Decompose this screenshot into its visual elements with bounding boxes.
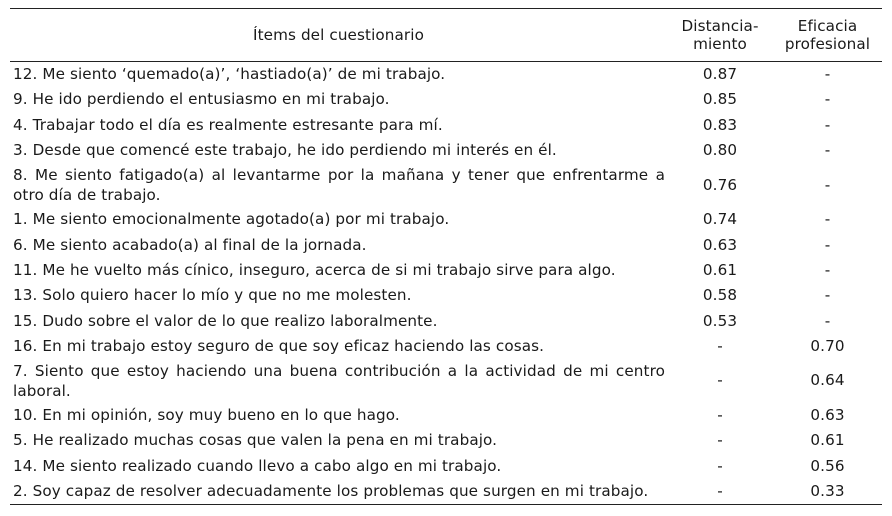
eficacia-value: - (824, 260, 831, 279)
table-row (10, 258, 882, 283)
eficacia-value: - (824, 141, 831, 160)
distanciamiento-value: 0.87 (702, 65, 738, 84)
header-eficacia-line2: profesional (784, 35, 871, 53)
table-row (10, 87, 882, 112)
table-row (10, 403, 882, 428)
table-row (10, 232, 882, 257)
header-items: Ítems del cuestionario (253, 26, 424, 44)
eficacia-value: 0.63 (810, 406, 845, 425)
table-row (10, 163, 882, 207)
table-row (10, 454, 882, 479)
table-body (10, 62, 882, 505)
distanciamiento-value: 0.63 (702, 235, 738, 254)
distanciamiento-value: 0.74 (702, 210, 738, 229)
item-text: 11. Me he vuelto más cínico, inseguro, acerca de si mi trabajo sirve para algo. (13, 260, 616, 279)
table-header (10, 9, 882, 62)
item-text: 8. Me siento fatigado(a) al levantarme por la mañana y tener que enfrentarme a otro día de trabajo. (13, 166, 665, 205)
eficacia-value: 0.70 (810, 336, 845, 355)
item-text: 15. Dudo sobre el valor de lo que realizo laboralmente. (13, 311, 438, 330)
eficacia-value: - (824, 286, 831, 305)
distanciamiento-value: 0.80 (702, 141, 738, 160)
distanciamiento-value: 0.83 (702, 115, 738, 134)
table-row (10, 62, 882, 88)
header-distanciamiento (667, 9, 773, 62)
table-row (10, 359, 882, 403)
item-text: 6. Me siento acabado(a) al final de la jornada. (13, 235, 367, 254)
item-text: 2. Soy capaz de resolver adecuadamente los problemas que surgen en mi trabajo. (13, 482, 649, 500)
distanciamiento-value: - (717, 371, 723, 390)
eficacia-value: - (824, 311, 831, 330)
eficacia-value: - (824, 115, 831, 134)
item-text: 5. He realizado muchas cosas que valen la pena en mi trabajo. (13, 431, 498, 450)
eficacia-value: 0.61 (810, 431, 845, 450)
item-text: 9. He ido perdiendo el entusiasmo en mi trabajo. (13, 90, 390, 109)
factor-loadings-table-container (10, 8, 882, 505)
distanciamiento-value: 0.85 (702, 90, 738, 109)
table-row (10, 428, 882, 453)
eficacia-value: 0.56 (810, 456, 845, 475)
item-text: 10. En mi opinión, soy muy bueno en lo que hago. (13, 406, 400, 425)
item-text: 1. Me siento emocionalmente agotado(a) por mi trabajo. (13, 210, 450, 229)
eficacia-value: - (824, 210, 831, 229)
item-text: 7. Siento que estoy haciendo una buena contribución a la actividad de mi centro laboral. (13, 361, 665, 400)
eficacia-value: 0.33 (810, 482, 845, 500)
item-text: 14. Me siento realizado cuando llevo a cabo algo en mi trabajo. (13, 456, 502, 475)
table-row (10, 138, 882, 163)
eficacia-value: - (824, 235, 831, 254)
table-row (10, 334, 882, 359)
eficacia-value: 0.64 (810, 371, 845, 390)
table-row (10, 479, 882, 505)
factor-loadings-table (10, 8, 882, 505)
distanciamiento-value: - (717, 482, 723, 500)
distanciamiento-value: - (717, 456, 723, 475)
distanciamiento-value: 0.76 (702, 175, 738, 194)
header-eficacia-line1: Eficacia (797, 17, 858, 35)
distanciamiento-value: - (717, 336, 723, 355)
table-row (10, 283, 882, 308)
eficacia-value: - (824, 90, 831, 109)
item-text: 3. Desde que comencé este trabajo, he ido perdiendo mi interés en él. (13, 141, 557, 160)
distanciamiento-value: - (717, 406, 723, 425)
distanciamiento-value: 0.53 (702, 311, 738, 330)
eficacia-value: - (824, 175, 831, 194)
header-distanciamiento-line1: Distancia- (681, 17, 759, 35)
eficacia-value: - (824, 65, 831, 84)
header-eficacia (773, 9, 882, 62)
distanciamiento-value: 0.58 (702, 286, 738, 305)
item-text: 13. Solo quiero hacer lo mío y que no me molesten. (13, 286, 412, 305)
item-text: 4. Trabajar todo el día es realmente estresante para mí. (13, 115, 443, 134)
table-row (10, 207, 882, 232)
header-distanciamiento-line2: miento (693, 35, 747, 53)
header-row (10, 9, 882, 62)
item-text: 16. En mi trabajo estoy seguro de que soy eficaz haciendo las cosas. (13, 336, 545, 355)
table-row (10, 308, 882, 333)
distanciamiento-value: - (717, 431, 723, 450)
item-text: 12. Me siento ‘quemado(a)’, ‘hastiado(a)’ de mi trabajo. (13, 65, 446, 84)
distanciamiento-value: 0.61 (702, 260, 738, 279)
table-row (10, 113, 882, 138)
